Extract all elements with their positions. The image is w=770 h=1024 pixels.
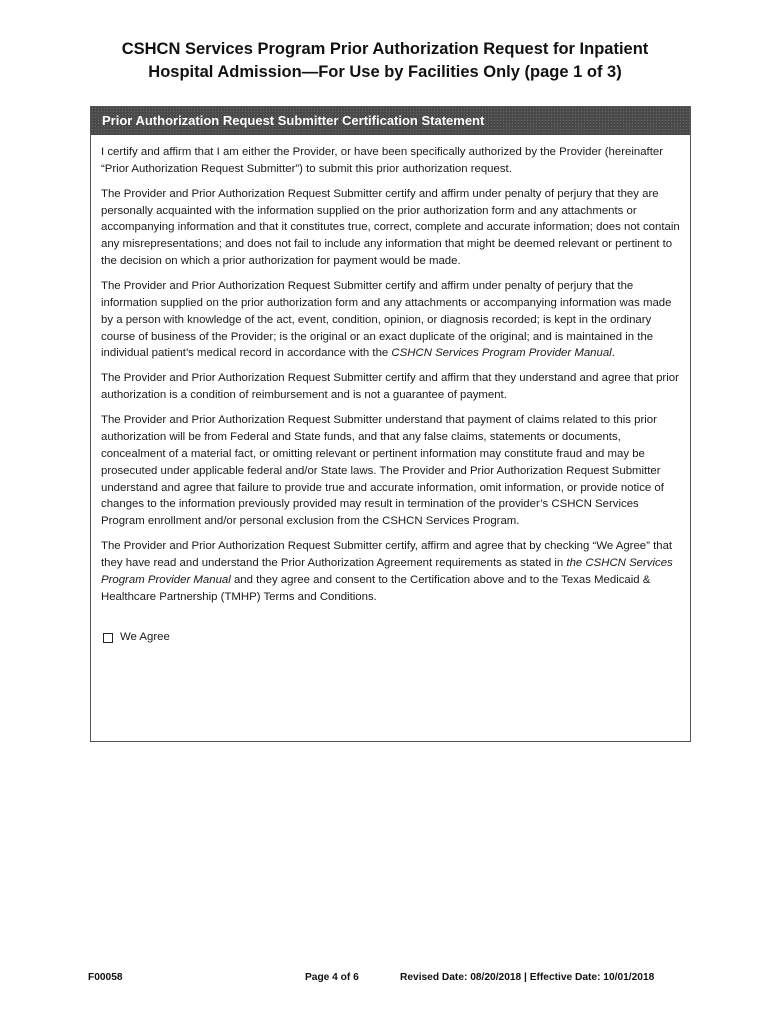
provider-manual-reference: CSHCN Services Program Provider Manual <box>391 347 612 360</box>
paragraph-1: I certify and affirm that I am either the Provider, or have been specifically authorized by the Provider (hereinafter “Prior Authorization Request Submitter”) to submit this prior authorization request. <box>101 146 664 175</box>
paragraph-6-text: The Provider and Prior Authorization Request Submitter certify, affirm and agree that by checking “We Agree” that they have read and understand the Prior Authorization Agreement requirements as stated in <box>101 540 673 570</box>
form-code: F00058 <box>88 972 123 983</box>
paragraph-6 <box>101 538 680 605</box>
paragraph-3-end: . <box>611 347 615 360</box>
paragraph-4: The Provider and Prior Authorization Request Submitter certify and affirm that they understand and agree that prior authorization is a condition of reimbursement and is not a guarantee of payment. <box>101 372 679 402</box>
title-line-2: Hospital Admission—For Use by Facilities Only (page 1 of 3) <box>148 63 622 81</box>
certification-text <box>91 135 690 646</box>
paragraph-3 <box>101 278 680 362</box>
paragraph-2: The Provider and Prior Authorization Request Submitter certify and affirm under penalty of perjury that they are personally acquainted with the information supplied on the prior authorization form and any attachments or accompanying information and that it constitutes true, correct, complete and accurate information; does not contain any misrepresentations; and does not fail to include any information that might be deemed relevant or pertinent to the decision on which a prior authorization for payment would be made. <box>101 187 680 268</box>
document-title <box>60 38 710 84</box>
revision-dates: Revised Date: 08/20/2018 | Effective Date: 10/01/2018 <box>400 972 655 983</box>
paragraph-6-end: and they agree and consent to the Certification above and to the Texas Medicaid & Healthcare Partnership (TMHP) Terms and Conditions. <box>101 573 651 603</box>
paragraph-3-text: The Provider and Prior Authorization Request Submitter certify and affirm under penalty of perjury that the information supplied on the prior authorization form and any attachments or accompanying information was made by a person with knowledge of the act, event, condition, opinion, or diagnosis recorded; is kept in the ordinary course of business of the Provider; is the original or an exact duplicate of the original; and is maintained in the individual patient’s medical record in accordance with the <box>101 280 672 360</box>
paragraph-5: The Provider and Prior Authorization Request Submitter understand that payment of claims related to this prior authorization will be from Federal and State funds, and that any false claims, statements or documents, concealment of a material fact, or omitting relevant or pertinent information may constitute fraud and may be prosecuted under applicable federal and/or State laws. The Provider and Prior Authorization Request Submitter understand and agree that failure to provide true and accurate information, omit information, or provide notice of changes to the information previously provided may result in termination of the provider’s CSHCN Services Program enrollment and/or personal exclusion from the CSHCN Services Program. <box>101 414 664 528</box>
certification-section <box>90 106 691 742</box>
we-agree-option[interactable] <box>101 629 680 646</box>
page-number: Page 4 of 6 <box>305 972 359 983</box>
we-agree-checkbox[interactable] <box>103 633 113 643</box>
provider-manual-reference-2: the CSHCN Services Program Provider Manual <box>101 557 673 586</box>
title-line-1: CSHCN Services Program Prior Authorization Request for Inpatient <box>121 40 649 58</box>
section-header: Prior Authorization Request Submitter Certification Statement <box>91 107 690 135</box>
we-agree-label: We Agree <box>120 631 170 644</box>
